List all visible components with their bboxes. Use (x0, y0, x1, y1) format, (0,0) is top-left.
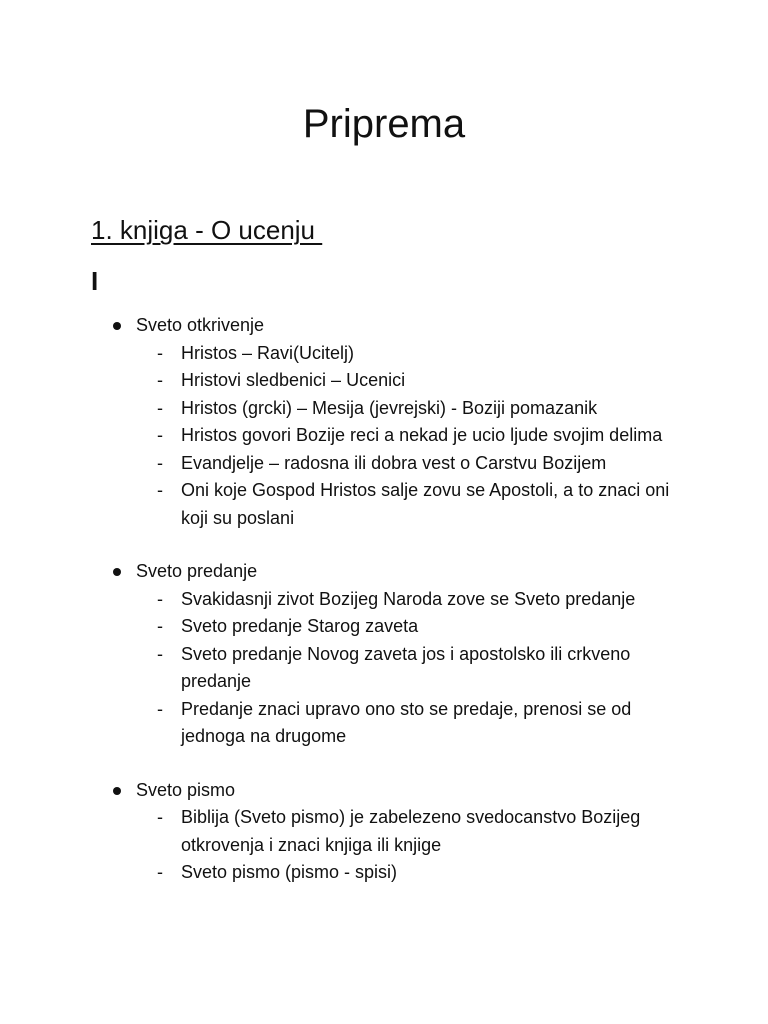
dash-marker: - (157, 616, 163, 636)
bullet-item (0, 312, 768, 340)
dash-marker: - (157, 643, 163, 664)
sub-list-text: Hristos (grcki) – Mesija (jevrejski) - Boziji pomazanik (181, 397, 598, 418)
bullet-group (0, 558, 768, 751)
dash-marker: - (157, 698, 163, 719)
bullet-dot-icon (113, 787, 121, 795)
sub-list-item (0, 641, 768, 696)
sub-list-item (0, 804, 768, 859)
bullet-groups (0, 312, 768, 913)
sub-list-text: Hristovi sledbenici – Ucenici (181, 370, 406, 390)
chapter-heading: 1. knjiga - O ucenju (91, 215, 323, 245)
bullet-item (0, 777, 768, 805)
dash-marker: - (157, 862, 163, 882)
sub-list-item (0, 477, 768, 532)
sub-list-item (0, 422, 768, 450)
sub-list-text: Svakidasnji zivot Bozijeg Naroda zove se Sveto predanje (181, 588, 636, 609)
sub-list-text: Sveto predanje Starog zaveta (181, 616, 419, 636)
sub-list-item (0, 340, 768, 368)
dash-marker: - (157, 397, 163, 418)
dash-marker: - (157, 452, 163, 473)
dash-marker: - (157, 588, 163, 609)
bullet-group (0, 777, 768, 887)
bullet-heading: Sveto otkrivenje (136, 315, 265, 335)
bullet-heading: Sveto predanje (136, 561, 258, 581)
bullet-item (0, 558, 768, 586)
sub-list-item (0, 367, 768, 395)
sub-list-item (0, 395, 768, 423)
dash-marker: - (157, 425, 163, 445)
document-title: Priprema (302, 102, 466, 146)
section-marker: I (91, 266, 99, 296)
sub-list-text: Sveto pismo (pismo - spisi) (181, 862, 398, 882)
sub-list-text: Sveto predanje Novog zaveta jos i apostolsko ili crkveno predanje (181, 643, 631, 691)
sub-list-item (0, 696, 768, 751)
dash-marker: - (157, 342, 163, 363)
sub-list-text: Hristos – Ravi(Ucitelj) (181, 342, 355, 363)
sub-list-text: Biblija (Sveto pismo) je zabelezeno svedocanstvo Bozijeg otkrovenja i znaci knjiga ili knjige (181, 807, 641, 855)
dash-marker: - (157, 807, 163, 827)
bullet-dot-icon (113, 322, 121, 330)
sub-list-item (0, 859, 768, 887)
sub-list-item (0, 450, 768, 478)
sub-list-text: Predanje znaci upravo ono sto se predaje, prenosi se od jednoga na drugome (181, 698, 632, 746)
sub-list-text: Evandjelje – radosna ili dobra vest o Carstvu Bozijem (181, 452, 607, 473)
dash-marker: - (157, 480, 163, 500)
sub-list-item (0, 613, 768, 641)
bullet-heading: Sveto pismo (136, 779, 236, 800)
bullet-dot-icon (113, 568, 121, 576)
bullet-group (0, 312, 768, 532)
sub-list-text: Oni koje Gospod Hristos salje zovu se Apostoli, a to znaci oni koji su poslani (181, 480, 670, 528)
dash-marker: - (157, 370, 163, 390)
sub-list-item (0, 586, 768, 614)
sub-list-text: Hristos govori Bozije reci a nekad je ucio ljude svojim delima (181, 425, 663, 445)
